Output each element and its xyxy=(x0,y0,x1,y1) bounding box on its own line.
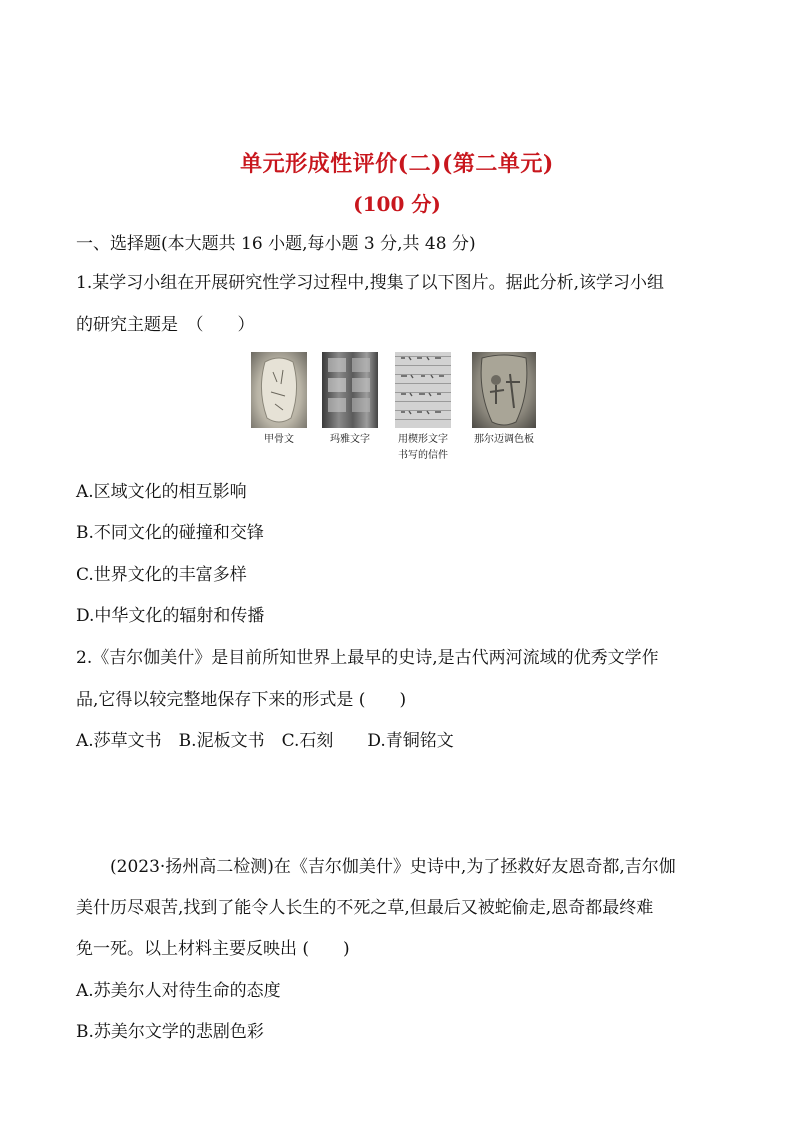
section-heading: 一、选择题(本大题共 16 小题,每小题 3 分,共 48 分) xyxy=(76,234,476,254)
q3-option-a: A.苏美尔人对待生命的态度 xyxy=(76,981,281,1001)
q3-stem-line2: 美什历尽艰苦,找到了能令人长生的不死之草,但最后又被蛇偷走,恩奇都最终难 xyxy=(76,898,654,918)
page-title: 单元形成性评价(二)(第二单元) xyxy=(240,151,554,177)
q1-option-c: C.世界文化的丰富多样 xyxy=(76,565,247,585)
figure-caption-line2: 书写的信件 xyxy=(398,450,448,461)
figure-caption-line1: 用楔形文字 xyxy=(398,434,448,445)
figure-maya-glyphs xyxy=(322,352,378,448)
figure-oracle-bone xyxy=(251,352,307,448)
q1-option-b: B.不同文化的碰撞和交锋 xyxy=(76,523,264,543)
q3-option-b: B.苏美尔文学的悲剧色彩 xyxy=(76,1022,264,1042)
figure-caption: 玛雅文字 xyxy=(330,434,370,445)
cuneiform-tablet-image xyxy=(395,352,451,428)
q3-stem-line1: (2023·扬州高二检测)在《吉尔伽美什》史诗中,为了拯救好友恩奇都,吉尔伽 xyxy=(76,857,676,877)
figure-caption: 那尔迈调色板 xyxy=(474,434,534,445)
oracle-bone-image xyxy=(251,352,307,428)
figure-caption: 甲骨文 xyxy=(264,434,294,445)
q1-stem-line1: 1.某学习小组在开展研究性学习过程中,搜集了以下图片。据此分析,该学习小组 xyxy=(76,273,665,293)
score-label: (100 分) xyxy=(353,192,441,216)
q2-stem-line1: 2.《吉尔伽美什》是目前所知世界上最早的史诗,是古代两河流域的优秀文学作 xyxy=(76,648,659,668)
figure-narmer-palette xyxy=(472,352,536,448)
q2-options: A.莎草文书 B.泥板文书 C.石刻 D.青铜铭文 xyxy=(76,731,454,751)
q1-stem-line2: 的研究主题是 （ ） xyxy=(76,315,255,335)
narmer-palette-image xyxy=(472,352,536,428)
q3-stem-line3: 免一死。以上材料主要反映出 ( ) xyxy=(76,939,350,959)
maya-glyph-image xyxy=(322,352,378,428)
q1-option-d: D.中华文化的辐射和传播 xyxy=(76,606,265,626)
q1-option-a: A.区域文化的相互影响 xyxy=(76,482,247,502)
figure-cuneiform xyxy=(395,352,451,464)
q1-figure-strip xyxy=(0,352,794,472)
q2-stem-line2: 品,它得以较完整地保存下来的形式是 ( ) xyxy=(76,690,407,710)
